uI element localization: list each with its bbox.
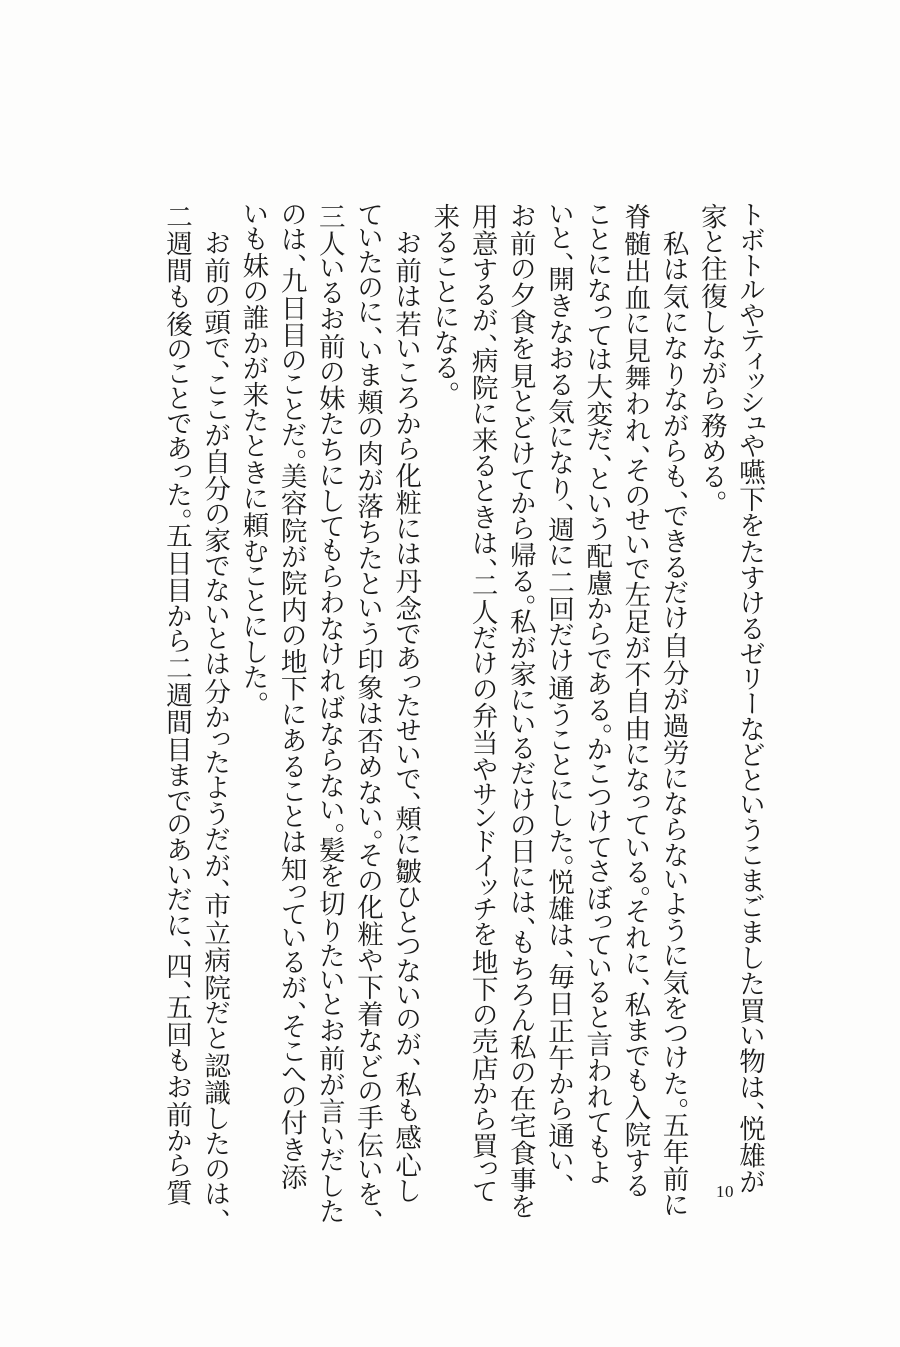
text-line-5: ことになっては大変だ、という配慮からである。かこつけてさぼっていると言われてもよ: [581, 203, 613, 1186]
page-number: 10: [716, 1182, 734, 1201]
text-line-13: のは、九日目のことだ。美容院が院内の地下にあることは知っているが、そこへの付き添: [275, 203, 307, 1191]
text-line-1: トボトルやティッシュや嚥下をたすけるゼリーなどというこまごました買い物は、悦雄が: [734, 203, 765, 1195]
text-line-12: 三人いるお前の妹たちにしてもらわなければならない。髪を切りたいとお前が言いだした: [313, 203, 345, 1226]
text-line-6: いと、開きなおる気になり、週に二回だけ通うことにした。悦雄は、毎日正午から通い、: [542, 203, 574, 1187]
text-line-8: 用意するが、病院に来るときは、二人だけの弁当やサンドイッチを地下の売店から買って: [466, 203, 498, 1204]
text-line-4: 脊髄出血に見舞われ、そのせいで左足が不自由になっている。それに、私までも入院する: [619, 203, 651, 1199]
text-line-2: 家と往復しながら務める。: [695, 203, 727, 504]
text-line-15: お前の頭で、ここが自分の家でないとは分かったようだが、市立病院だと認識したのは、: [199, 203, 231, 1222]
text-line-14: いも妹の誰かが来たときに頼むことにした。: [237, 203, 269, 706]
text-line-16: 二週間も後のことであった。五日目から二週間目までのあいだに、四、五回もお前から質: [160, 203, 192, 1207]
text-line-3: 私は気になりながらも、できるだけ自分が過労にならないように気をつけた。五年前に: [657, 203, 689, 1219]
text-line-10: お前は若いころから化粧には丹念であったせいで、頬に皺ひとつないのが、私も感心し: [390, 203, 422, 1205]
text-line-7: お前の夕食を見とどけてから帰る。私が家にいるだけの日には、もちろん私の在宅食事を: [504, 203, 536, 1221]
text-line-9: 来ることになる。: [428, 203, 460, 396]
text-line-11: ていたのに、いま頬の肉が落ちたという印象は否めない。その化粧や下着などの手伝いを、: [351, 203, 383, 1223]
